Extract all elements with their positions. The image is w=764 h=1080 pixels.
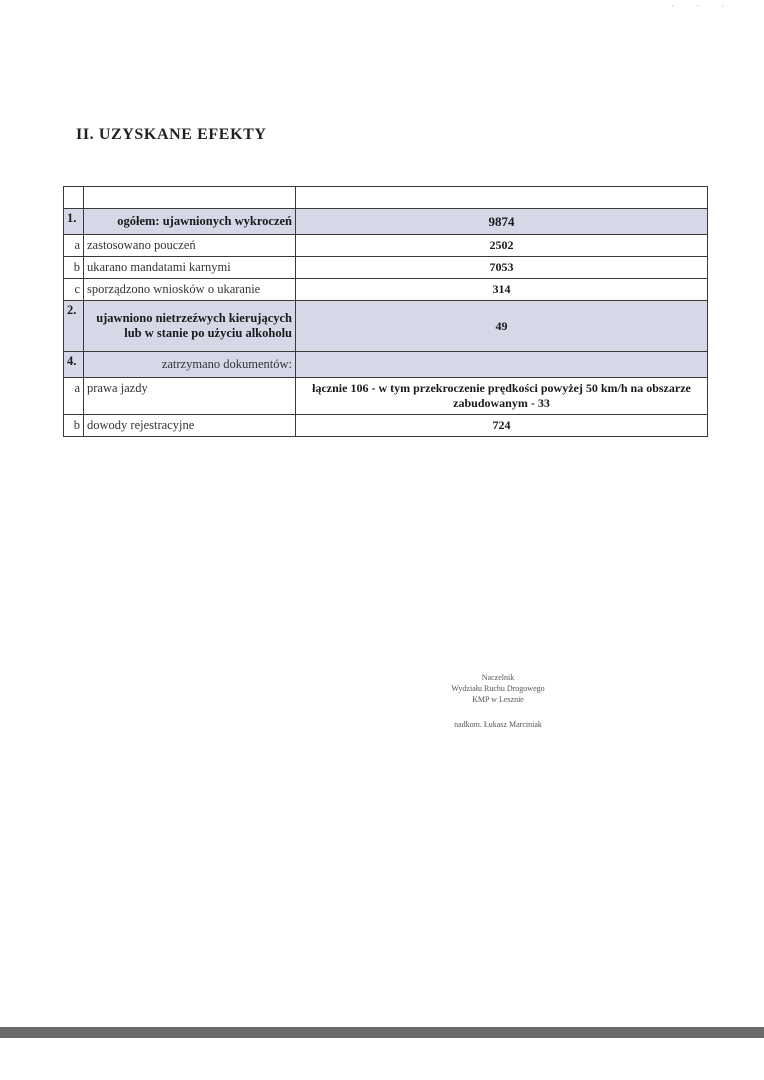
- table-row-documents-retained: [64, 352, 708, 378]
- row-label: zastosowano pouczeń: [84, 235, 296, 257]
- row-value: 2502: [296, 235, 708, 257]
- row-number: 1.: [64, 209, 84, 235]
- table-row-driving-licences: [64, 378, 708, 415]
- row-label: sporządzono wniosków o ukaranie: [84, 279, 296, 301]
- empty-cell: [296, 187, 708, 209]
- signature-unit: KMP w Lesznie: [472, 695, 524, 704]
- row-label: dowody rejestracyjne: [84, 415, 296, 437]
- row-value: 9874: [296, 209, 708, 235]
- table-row-fines: [64, 257, 708, 279]
- section-heading: II. UZYSKANE EFEKTY: [76, 126, 267, 143]
- scan-artifact-marks: · · ·: [671, 2, 734, 11]
- table-row-registration-docs: [64, 415, 708, 437]
- row-value: 724: [296, 415, 708, 437]
- row-label: zatrzymano dokumentów:: [84, 352, 296, 378]
- scan-bottom-bar: [0, 1027, 764, 1038]
- row-letter: a: [64, 235, 84, 257]
- empty-cell: [84, 187, 296, 209]
- row-letter: b: [64, 257, 84, 279]
- empty-cell: [296, 352, 708, 378]
- table-row-motions: [64, 279, 708, 301]
- row-value: 49: [296, 301, 708, 352]
- row-label: prawa jazdy: [84, 378, 296, 415]
- row-letter: a: [64, 378, 84, 415]
- table-row-drunk-drivers: [64, 301, 708, 352]
- signature-name: nadkom. Łukasz Marciniak: [454, 720, 542, 729]
- row-value: 7053: [296, 257, 708, 279]
- row-number: 2.: [64, 301, 84, 352]
- signature-title: Naczelnik: [481, 673, 515, 682]
- row-label: ogółem: ujawnionych wykroczeń: [84, 209, 296, 235]
- row-number: 4.: [64, 352, 84, 378]
- table-row-warnings: [64, 235, 708, 257]
- row-label: ujawniono nietrzeźwych kierujących lub w stanie po użyciu alkoholu: [84, 301, 296, 352]
- row-letter: b: [64, 415, 84, 437]
- table-header-empty-row: [64, 187, 708, 209]
- signature-department: Wydziału Ruchu Drogowego: [451, 684, 545, 693]
- row-value: 314: [296, 279, 708, 301]
- results-table: [63, 186, 708, 437]
- table-row-total-offences: [64, 209, 708, 235]
- empty-cell: [64, 187, 84, 209]
- row-letter: c: [64, 279, 84, 301]
- signature-block: [418, 672, 578, 730]
- row-value: łącznie 106 - w tym przekroczenie prędkości powyżej 50 km/h na obszarze zabudowanym - 33: [296, 378, 708, 415]
- row-label: ukarano mandatami karnymi: [84, 257, 296, 279]
